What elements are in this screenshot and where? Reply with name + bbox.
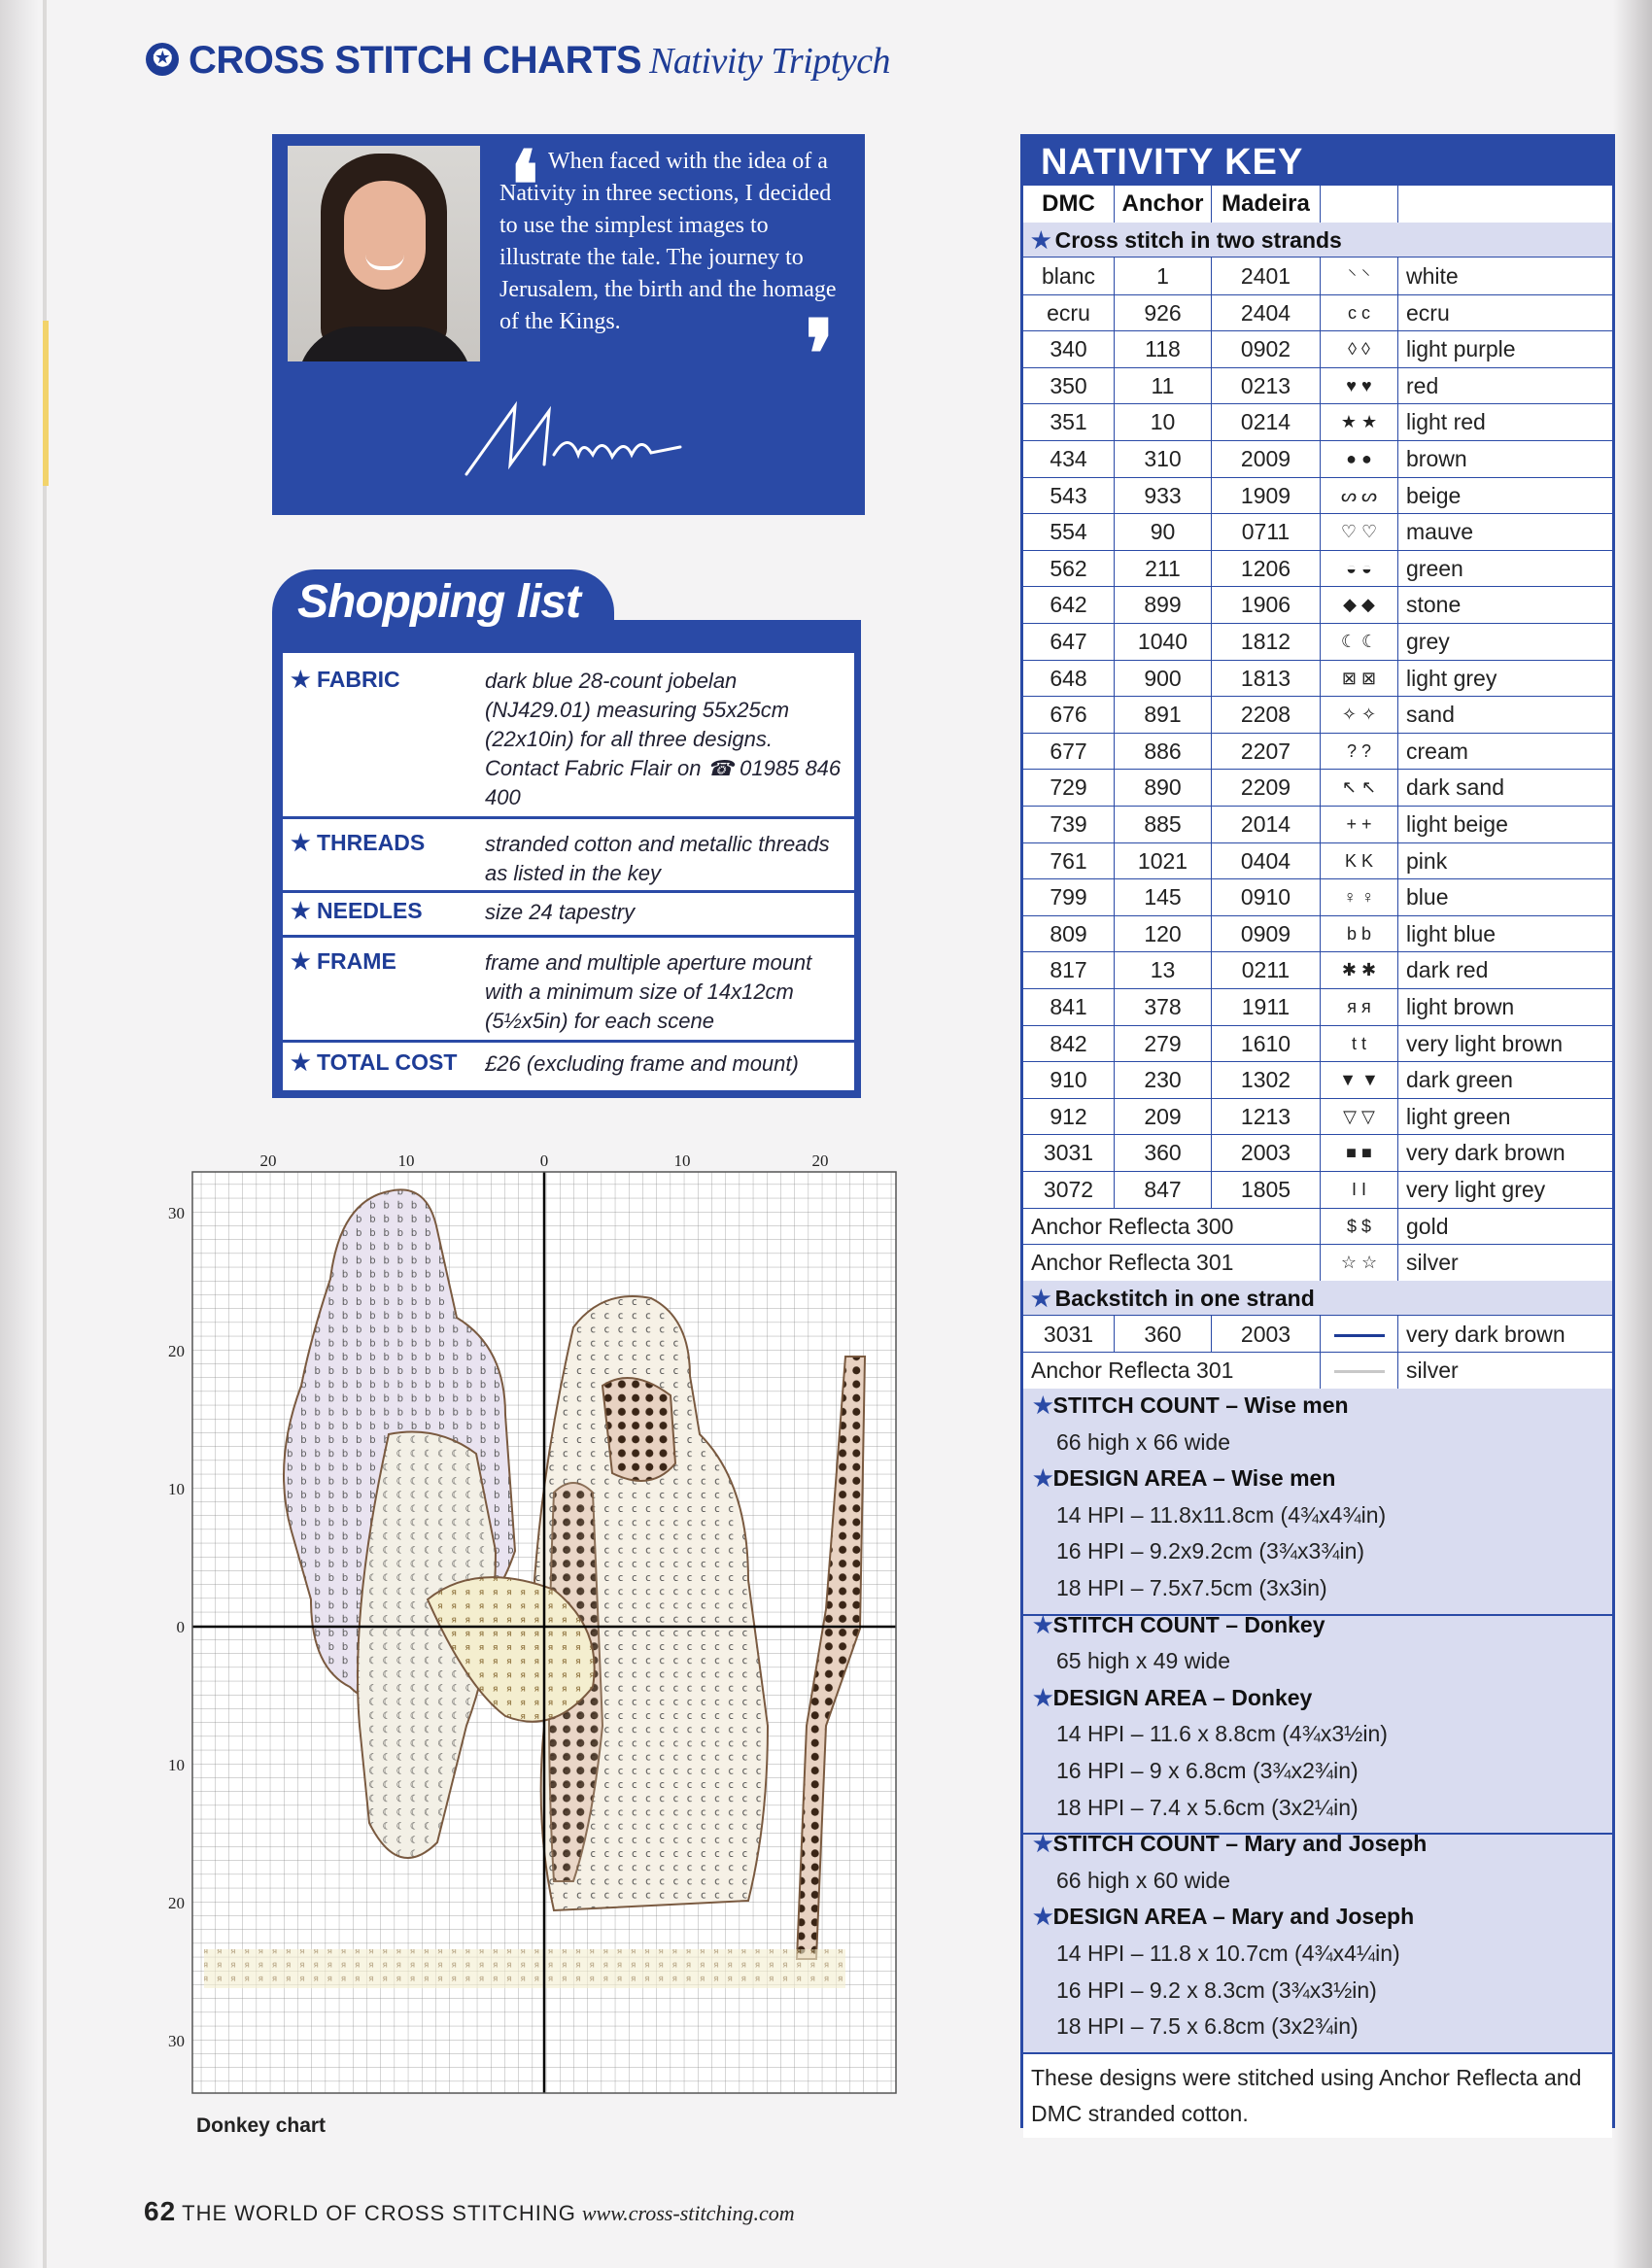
key-madeira: 1610 xyxy=(1212,1025,1321,1062)
key-note: These designs were stitched using Anchor Reflecta and DMC stranded cotton. xyxy=(1031,2060,1595,2132)
info-line: 18 HPI – 7.5x7.5cm (3x3in) xyxy=(1056,1575,1327,1600)
key-anchor: 90 xyxy=(1115,513,1212,550)
chart-side-label: 20 xyxy=(168,1894,185,1912)
designer-photo xyxy=(288,146,480,361)
key-colour-name: very dark brown xyxy=(1406,1140,1566,1166)
key-colour-name: white xyxy=(1406,263,1459,289)
key-anchor: 279 xyxy=(1115,1025,1212,1062)
shopping-row-needles xyxy=(283,890,854,938)
key-header-symbol xyxy=(1321,186,1398,223)
key-symbol: ♀ ♀ xyxy=(1321,878,1398,915)
key-symbol: ⸌ ⸌ xyxy=(1321,258,1398,294)
key-anchor: 885 xyxy=(1115,806,1212,842)
key-colour-name: ecru xyxy=(1406,299,1450,326)
shopping-label: ★ THREADS xyxy=(291,830,426,855)
key-row xyxy=(1023,769,1612,807)
info-heading-text: STITCH COUNT – Mary and Joseph xyxy=(1052,1831,1428,1857)
shopping-label: ★ TOTAL COST xyxy=(291,1049,458,1075)
key-row-backstitch xyxy=(1023,1352,1612,1390)
key-symbol: я я xyxy=(1321,988,1398,1025)
info-divider xyxy=(1023,2052,1612,2054)
key-madeira: 1302 xyxy=(1212,1061,1321,1098)
shopping-text: stranded cotton and metallic threads as listed in the key xyxy=(485,832,830,885)
key-madeira: 1813 xyxy=(1212,660,1321,697)
key-thread-label: Anchor Reflecta 301 xyxy=(1023,1352,1321,1389)
key-dmc: 554 xyxy=(1023,513,1115,550)
key-anchor: 1040 xyxy=(1115,623,1212,660)
info-heading: ★STITCH COUNT – Mary and Joseph xyxy=(1033,1831,1428,1857)
key-madeira: 2003 xyxy=(1212,1316,1321,1353)
close-quote-icon: ❜ xyxy=(805,303,835,407)
key-colour-name: light brown xyxy=(1406,994,1515,1019)
key-row xyxy=(1023,258,1612,295)
key-madeira: 1805 xyxy=(1212,1171,1321,1208)
key-colour-name: stone xyxy=(1406,592,1462,618)
key-row xyxy=(1023,1171,1612,1209)
key-colour-name: light red xyxy=(1406,409,1486,435)
key-symbol: I I xyxy=(1321,1171,1398,1208)
key-madeira: 2009 xyxy=(1212,440,1321,477)
key-madeira: 0211 xyxy=(1212,951,1321,988)
backstitch-line-icon xyxy=(1321,1352,1398,1389)
chart-side-label: 30 xyxy=(168,2032,185,2050)
key-dmc: 799 xyxy=(1023,878,1115,915)
key-symbol: ◒ ◒ xyxy=(1321,550,1398,587)
open-quote-icon: ❛ xyxy=(509,134,539,238)
key-colour-name: dark red xyxy=(1406,957,1489,983)
key-info-panel xyxy=(1023,1389,1612,2138)
info-heading: ★DESIGN AREA – Mary and Joseph xyxy=(1033,1904,1415,1930)
key-row xyxy=(1023,477,1612,515)
key-anchor: 209 xyxy=(1115,1098,1212,1135)
key-anchor: 10 xyxy=(1115,403,1212,440)
quote-text: When faced with the idea of a Nativity in three sections, I decided to use the simplest images to illustrate the tale. The journey to Jerusalem, the birth and the homage of the Kings. xyxy=(499,149,837,334)
key-title: NATIVITY KEY xyxy=(1023,137,1612,186)
key-dmc: 350 xyxy=(1023,367,1115,404)
key-colour-name: pink xyxy=(1406,847,1448,874)
info-line: 14 HPI – 11.8x11.8cm (4¾x4¾in) xyxy=(1056,1501,1387,1528)
key-row xyxy=(1023,878,1612,916)
key-dmc: 761 xyxy=(1023,842,1115,879)
info-line: 16 HPI – 9.2 x 8.3cm (3¾x3½in) xyxy=(1056,1976,1377,2003)
key-anchor: 145 xyxy=(1115,878,1212,915)
key-row xyxy=(1023,1061,1612,1099)
title-subtitle: Nativity Triptych xyxy=(649,41,891,82)
key-row xyxy=(1023,660,1612,698)
chart-caption: Donkey chart xyxy=(196,2114,327,2137)
key-anchor: 310 xyxy=(1115,440,1212,477)
key-row xyxy=(1023,367,1612,405)
section-label: Backstitch in one strand xyxy=(1054,1285,1315,1311)
key-colour-name: beige xyxy=(1406,482,1462,508)
key-anchor: 886 xyxy=(1115,733,1212,770)
key-dmc: 434 xyxy=(1023,440,1115,477)
key-dmc: 543 xyxy=(1023,477,1115,514)
key-symbol: ★ ★ xyxy=(1321,403,1398,440)
info-line: 66 high x 60 wide xyxy=(1056,1867,1231,1893)
key-symbol: ♥ ♥ xyxy=(1321,367,1398,404)
key-anchor: 1 xyxy=(1115,258,1212,294)
key-anchor: 890 xyxy=(1115,769,1212,806)
key-row xyxy=(1023,623,1612,661)
key-header-madeira: Madeira xyxy=(1212,186,1321,223)
shopping-list-title: Shopping list xyxy=(297,576,580,628)
key-anchor: 120 xyxy=(1115,915,1212,952)
info-heading-text: DESIGN AREA – Mary and Joseph xyxy=(1052,1904,1415,1930)
key-row-backstitch xyxy=(1023,1316,1612,1354)
key-anchor: 13 xyxy=(1115,951,1212,988)
key-anchor: 847 xyxy=(1115,1171,1212,1208)
key-anchor: 933 xyxy=(1115,477,1212,514)
key-madeira: 2208 xyxy=(1212,696,1321,733)
key-dmc: 3031 xyxy=(1023,1134,1115,1171)
shopping-row-fabric xyxy=(283,653,854,819)
key-dmc: 562 xyxy=(1023,550,1115,587)
backstitch-line-icon xyxy=(1321,1316,1398,1353)
key-thread-label: Anchor Reflecta 301 xyxy=(1023,1244,1321,1281)
key-symbol: c c xyxy=(1321,294,1398,331)
key-colour-name: silver xyxy=(1406,1357,1459,1384)
key-madeira: 1206 xyxy=(1212,550,1321,587)
key-dmc: 817 xyxy=(1023,951,1115,988)
key-header-row xyxy=(1023,186,1612,223)
key-colour-name: very light brown xyxy=(1406,1030,1564,1056)
key-row xyxy=(1023,294,1612,332)
key-dmc: blanc xyxy=(1023,258,1115,294)
key-madeira: 1213 xyxy=(1212,1098,1321,1135)
key-symbol: ▼ ▼ xyxy=(1321,1061,1398,1098)
page-number: 62 xyxy=(144,2196,177,2226)
key-colour-name: light green xyxy=(1406,1103,1511,1129)
chart-top-label: 20 xyxy=(811,1151,829,1170)
page-title xyxy=(146,39,890,83)
info-line: 65 high x 49 wide xyxy=(1056,1648,1231,1674)
magazine-url: www.cross-stitching.com xyxy=(581,2201,795,2225)
key-dmc: 729 xyxy=(1023,769,1115,806)
key-colour-name: dark sand xyxy=(1406,774,1505,801)
key-symbol: ▽ ▽ xyxy=(1321,1098,1398,1135)
key-anchor: 900 xyxy=(1115,660,1212,697)
key-symbol: ◊ ◊ xyxy=(1321,330,1398,367)
info-line: 14 HPI – 11.6 x 8.8cm (4¾x3½in) xyxy=(1056,1721,1388,1747)
chart-top-label: 10 xyxy=(397,1151,415,1170)
key-madeira: 2014 xyxy=(1212,806,1321,842)
key-madeira: 2401 xyxy=(1212,258,1321,294)
key-row xyxy=(1023,1098,1612,1136)
key-colour-name: light purple xyxy=(1406,336,1516,362)
key-header-dmc: DMC xyxy=(1023,186,1115,223)
key-symbol: b b xyxy=(1321,915,1398,952)
key-colour-name: brown xyxy=(1406,446,1467,471)
key-anchor: 118 xyxy=(1115,330,1212,367)
info-heading-text: STITCH COUNT – Donkey xyxy=(1052,1611,1325,1637)
shopping-label: ★ NEEDLES xyxy=(291,898,423,923)
key-symbol: ? ? xyxy=(1321,733,1398,770)
key-colour-name: cream xyxy=(1406,738,1468,764)
page-footer xyxy=(144,2196,795,2227)
section-label: Cross stitch in two strands xyxy=(1054,227,1342,253)
key-row xyxy=(1023,806,1612,843)
key-madeira: 2207 xyxy=(1212,733,1321,770)
key-section-backstitch: ★ Backstitch in one strand xyxy=(1023,1281,1612,1316)
key-row xyxy=(1023,586,1612,624)
key-symbol: ᔕ ᔕ xyxy=(1321,477,1398,514)
key-section-cross-stitch: ★ Cross stitch in two strands xyxy=(1023,223,1612,258)
info-heading-text: DESIGN AREA – Donkey xyxy=(1052,1684,1313,1710)
key-dmc: 340 xyxy=(1023,330,1115,367)
key-madeira: 2209 xyxy=(1212,769,1321,806)
donkey-chart xyxy=(146,1143,904,2105)
info-line: 14 HPI – 11.8 x 10.7cm (4¾x4¼in) xyxy=(1056,1941,1400,1966)
key-madeira: 2003 xyxy=(1212,1134,1321,1171)
shopping-row-frame xyxy=(283,935,854,1043)
designer-quote-box xyxy=(272,134,865,515)
chart-side-label: 10 xyxy=(168,1756,185,1774)
key-madeira: 2404 xyxy=(1212,294,1321,331)
key-symbol: t t xyxy=(1321,1025,1398,1062)
shopping-text: size 24 tapestry xyxy=(485,900,636,924)
key-anchor: 926 xyxy=(1115,294,1212,331)
key-colour-name: dark green xyxy=(1406,1067,1513,1093)
key-dmc: 351 xyxy=(1023,403,1115,440)
key-anchor: 11 xyxy=(1115,367,1212,404)
page-edge-mark xyxy=(43,321,49,486)
key-row xyxy=(1023,550,1612,588)
info-line: 16 HPI – 9 x 6.8cm (3¾x2¾in) xyxy=(1056,1758,1359,1783)
key-madeira: 0404 xyxy=(1212,842,1321,879)
key-dmc: 648 xyxy=(1023,660,1115,697)
key-dmc: 912 xyxy=(1023,1098,1115,1135)
key-dmc: 677 xyxy=(1023,733,1115,770)
key-colour-name: grey xyxy=(1406,629,1450,654)
key-row xyxy=(1023,988,1612,1026)
key-colour-name: mauve xyxy=(1406,519,1474,545)
chart-top-label: 0 xyxy=(539,1151,549,1170)
shopping-label: ★ FABRIC xyxy=(291,667,400,692)
key-madeira: 0214 xyxy=(1212,403,1321,440)
key-row xyxy=(1023,403,1612,441)
key-madeira: 1911 xyxy=(1212,988,1321,1025)
designer-signature xyxy=(457,396,709,484)
info-heading-text: DESIGN AREA – Wise men xyxy=(1052,1465,1336,1492)
key-dmc: 739 xyxy=(1023,806,1115,842)
shopping-list-table xyxy=(283,653,854,1090)
key-symbol: ☆ ☆ xyxy=(1321,1244,1398,1281)
key-anchor: 1021 xyxy=(1115,842,1212,879)
info-line: 18 HPI – 7.5 x 6.8cm (3x2¾in) xyxy=(1056,2013,1359,2040)
key-dmc: 676 xyxy=(1023,696,1115,733)
info-heading: ★DESIGN AREA – Donkey xyxy=(1033,1684,1313,1710)
nativity-key xyxy=(1020,134,1615,2128)
title-text: CROSS STITCH CHARTS xyxy=(189,39,642,82)
key-header-anchor: Anchor xyxy=(1115,186,1212,223)
chart-side-label: 10 xyxy=(168,1480,185,1498)
key-dmc: 3072 xyxy=(1023,1171,1115,1208)
chart-side-label: 0 xyxy=(176,1618,185,1636)
key-anchor: 891 xyxy=(1115,696,1212,733)
key-anchor: 899 xyxy=(1115,586,1212,623)
key-colour-name: light beige xyxy=(1406,811,1508,837)
chart-side-label: 30 xyxy=(168,1204,185,1222)
info-heading-text: STITCH COUNT – Wise men xyxy=(1052,1392,1349,1418)
shopping-row-total-cost xyxy=(283,1040,854,1090)
key-symbol: ♡ ♡ xyxy=(1321,513,1398,550)
page-curl xyxy=(1613,0,1652,2268)
key-row xyxy=(1023,1025,1612,1063)
key-symbol: ☾ ☾ xyxy=(1321,623,1398,660)
key-colour-name: blue xyxy=(1406,884,1449,911)
key-madeira: 0910 xyxy=(1212,878,1321,915)
key-anchor: 360 xyxy=(1115,1134,1212,1171)
key-symbol: $ $ xyxy=(1321,1208,1398,1245)
key-dmc: 3031 xyxy=(1023,1316,1115,1353)
star-icon: ✪ xyxy=(146,43,179,76)
info-heading: ★DESIGN AREA – Wise men xyxy=(1033,1465,1336,1492)
key-row xyxy=(1023,733,1612,771)
key-dmc: ecru xyxy=(1023,294,1115,331)
key-madeira: 0909 xyxy=(1212,915,1321,952)
key-colour-name: very light grey xyxy=(1406,1177,1546,1202)
shopping-row-threads xyxy=(283,816,854,893)
key-colour-name: sand xyxy=(1406,702,1455,728)
key-anchor: 230 xyxy=(1115,1061,1212,1098)
chart-top-label: 10 xyxy=(673,1151,691,1170)
key-symbol: + + xyxy=(1321,806,1398,842)
key-anchor: 360 xyxy=(1115,1316,1212,1353)
key-thread-label: Anchor Reflecta 300 xyxy=(1023,1208,1321,1245)
key-row xyxy=(1023,696,1612,734)
key-symbol: ◆ ◆ xyxy=(1321,586,1398,623)
key-colour-name: light blue xyxy=(1406,920,1497,946)
info-heading: ★STITCH COUNT – Wise men xyxy=(1033,1392,1349,1418)
key-madeira: 0213 xyxy=(1212,367,1321,404)
chart-side-label: 20 xyxy=(168,1342,185,1360)
info-heading: ★STITCH COUNT – Donkey xyxy=(1033,1611,1325,1637)
key-row xyxy=(1023,330,1612,368)
key-symbol: ↖ ↖ xyxy=(1321,769,1398,806)
key-row xyxy=(1023,842,1612,880)
key-symbol: ✱ ✱ xyxy=(1321,951,1398,988)
key-row xyxy=(1023,951,1612,989)
key-dmc: 647 xyxy=(1023,623,1115,660)
key-colour-name: light grey xyxy=(1406,665,1497,691)
key-row-reflecta xyxy=(1023,1208,1612,1246)
key-colour-name: silver xyxy=(1406,1250,1459,1276)
key-row xyxy=(1023,440,1612,478)
info-line: 66 high x 66 wide xyxy=(1056,1428,1231,1455)
key-madeira: 1812 xyxy=(1212,623,1321,660)
key-madeira: 0902 xyxy=(1212,330,1321,367)
key-row xyxy=(1023,1134,1612,1172)
shopping-label: ★ FRAME xyxy=(291,948,396,974)
shopping-text: dark blue 28-count jobelan (NJ429.01) measuring 55x25cm (22x10in) for all three designs. Contact Fabric Flair on ☎ 01985 846 400 xyxy=(485,669,842,809)
key-colour-name: very dark brown xyxy=(1406,1321,1566,1347)
info-line: 16 HPI – 9.2x9.2cm (3¾x3¾in) xyxy=(1056,1538,1365,1564)
page-spine xyxy=(0,0,39,2268)
key-dmc: 809 xyxy=(1023,915,1115,952)
key-row-reflecta xyxy=(1023,1244,1612,1282)
key-row xyxy=(1023,513,1612,551)
key-dmc: 642 xyxy=(1023,586,1115,623)
key-row xyxy=(1023,915,1612,953)
info-line: 18 HPI – 7.4 x 5.6cm (3x2¼in) xyxy=(1056,1794,1359,1820)
key-dmc: 910 xyxy=(1023,1061,1115,1098)
chart-top-label: 20 xyxy=(259,1151,277,1170)
key-symbol: K K xyxy=(1321,842,1398,879)
shopping-text: £26 (excluding frame and mount) xyxy=(485,1051,799,1076)
key-madeira: 0711 xyxy=(1212,513,1321,550)
key-symbol: ✧ ✧ xyxy=(1321,696,1398,733)
key-dmc: 841 xyxy=(1023,988,1115,1025)
key-colour-name: gold xyxy=(1406,1213,1449,1239)
magazine-name: THE WORLD OF CROSS STITCHING xyxy=(182,2201,576,2225)
key-madeira: 1906 xyxy=(1212,586,1321,623)
key-anchor: 378 xyxy=(1115,988,1212,1025)
key-colour-name: green xyxy=(1406,555,1463,581)
key-dmc: 842 xyxy=(1023,1025,1115,1062)
key-symbol: ⊠ ⊠ xyxy=(1321,660,1398,697)
key-madeira: 1909 xyxy=(1212,477,1321,514)
key-symbol: ● ● xyxy=(1321,440,1398,477)
key-anchor: 211 xyxy=(1115,550,1212,587)
key-symbol: ■ ■ xyxy=(1321,1134,1398,1171)
key-colour-name: red xyxy=(1406,372,1439,398)
shopping-text: frame and multiple aperture mount with a minimum size of 14x12cm (5½x5in) for each scene xyxy=(485,950,812,1033)
